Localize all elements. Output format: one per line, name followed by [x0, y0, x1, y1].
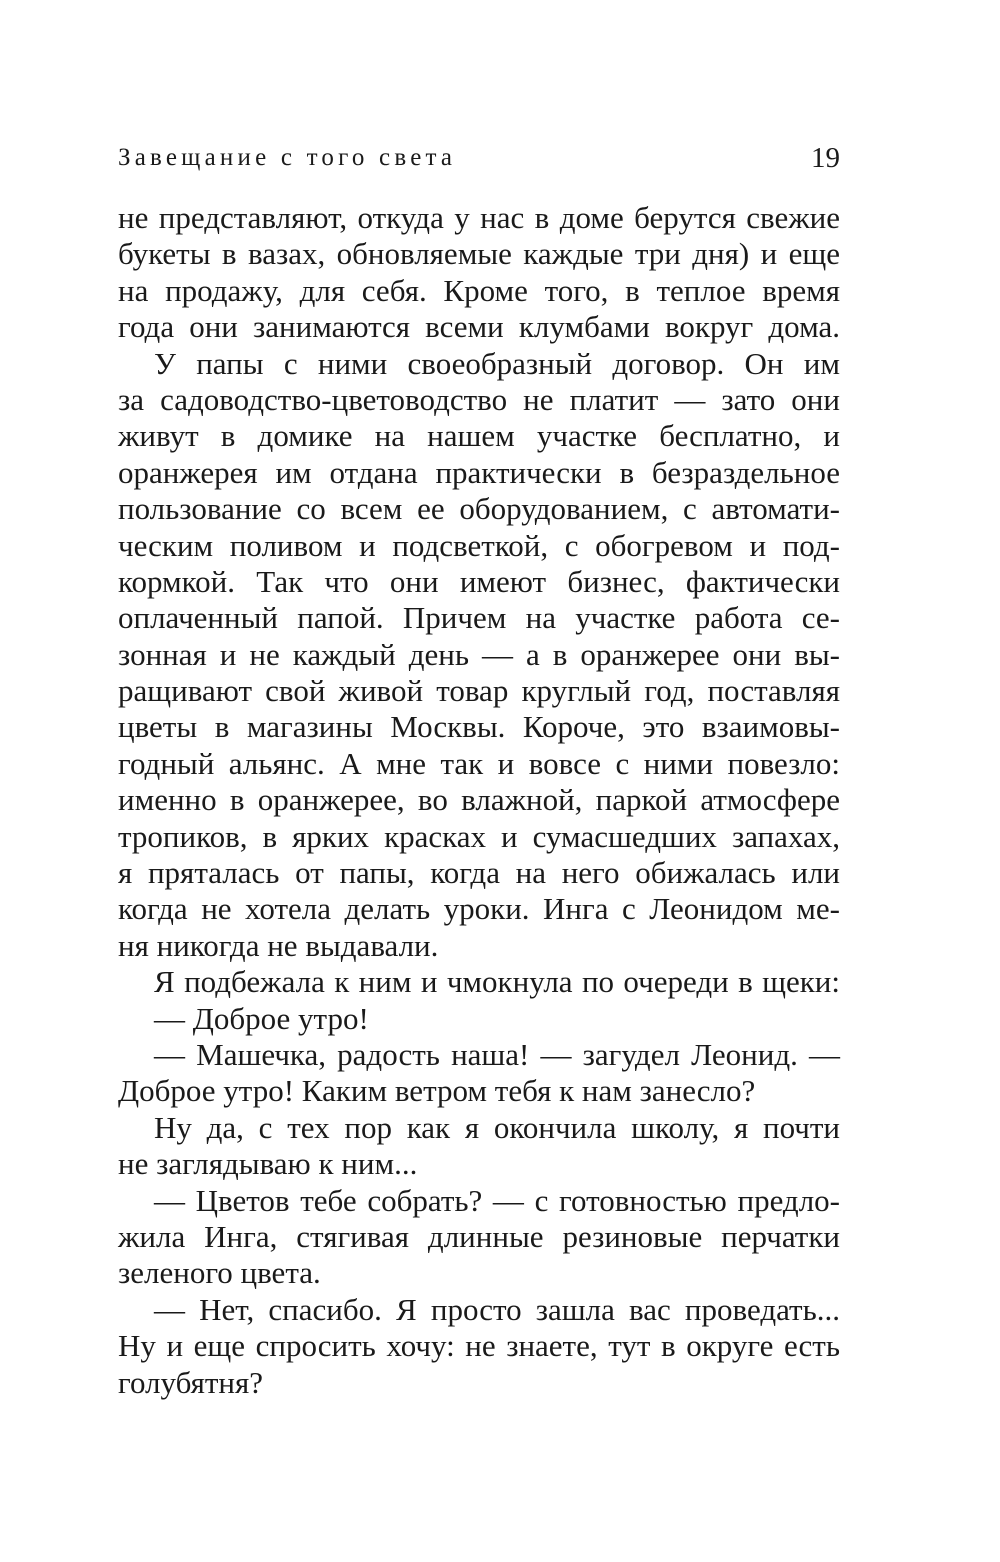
- text-line: цветы в магазины Москвы. Короче, это взаимовы-: [118, 709, 840, 745]
- text-line: зонная и не каждый день — а в оранжерее они вы-: [118, 636, 840, 672]
- text-line: я пряталась от папы, когда на него обижалась или: [118, 855, 840, 891]
- text-line: пользование со всем ее оборудованием, с автомати-: [118, 491, 840, 527]
- page-header: [118, 140, 840, 176]
- text-line: за садоводство-цветоводство не платит — зато они: [118, 381, 840, 417]
- text-line: именно в оранжерее, во влажной, паркой атмосфере: [118, 782, 840, 818]
- text-line: ческим поливом и подсветкой, с обогревом и под-: [118, 527, 840, 563]
- text-line: — Нет, спасибо. Я просто зашла вас проведать...: [154, 1291, 840, 1327]
- text-line: года они занимаются всеми клумбами вокруг дома.: [118, 309, 840, 345]
- body-text: [118, 200, 840, 1401]
- text-line: когда не хотела делать уроки. Инга с Леонидом ме-: [118, 891, 840, 927]
- text-line: — Цветов тебе собрать? — с готовностью предло-: [154, 1182, 840, 1218]
- text-line: ня никогда не выдавали.: [118, 927, 439, 963]
- page-number: 19: [811, 142, 840, 174]
- text-line: годный альянс. А мне так и вовсе с ними повезло:: [118, 745, 840, 781]
- text-line: У папы с ними своеобразный договор. Он им: [154, 345, 840, 381]
- text-line: — Доброе утро!: [154, 1000, 369, 1036]
- text-line: не заглядываю к ним...: [118, 1146, 418, 1182]
- text-line: Я подбежала к ним и чмокнула по очереди в щеки:: [154, 964, 840, 1000]
- text-line: Доброе утро! Каким ветром тебя к нам занесло?: [118, 1073, 756, 1109]
- text-line: зеленого цвета.: [118, 1255, 321, 1291]
- text-line: тропиков, в ярких красках и сумасшедших запахах,: [118, 818, 840, 854]
- text-line: Ну да, с тех пор как я окончила школу, я почти: [154, 1109, 840, 1145]
- text-line: не представляют, откуда у нас в доме берутся свежие: [118, 200, 840, 235]
- text-line: ращивают свой живой товар круглый год, поставляя: [118, 673, 840, 709]
- running-title: Завещание с того света: [118, 144, 457, 171]
- text-line: голубятня?: [118, 1364, 264, 1400]
- text-line: оранжерея им отдана практически в безраздельное: [118, 454, 840, 490]
- text-line: живут в домике на нашем участке бесплатно, и: [118, 418, 840, 454]
- text-line: кормкой. Так что они имеют бизнес, фактически: [118, 563, 840, 599]
- text-line: Ну и еще спросить хочу: не знаете, тут в округе есть: [118, 1328, 840, 1364]
- text-line: на продажу, для себя. Кроме того, в теплое время: [118, 272, 840, 308]
- text-line: букеты в вазах, обновляемые каждые три дня) и еще: [118, 236, 840, 272]
- text-line: жила Инга, стягивая длинные резиновые перчатки: [118, 1218, 840, 1254]
- text-line: — Машечка, радость наша! — загудел Леонид. —: [154, 1036, 840, 1072]
- text-line: оплаченный папой. Причем на участке работа се-: [118, 600, 840, 636]
